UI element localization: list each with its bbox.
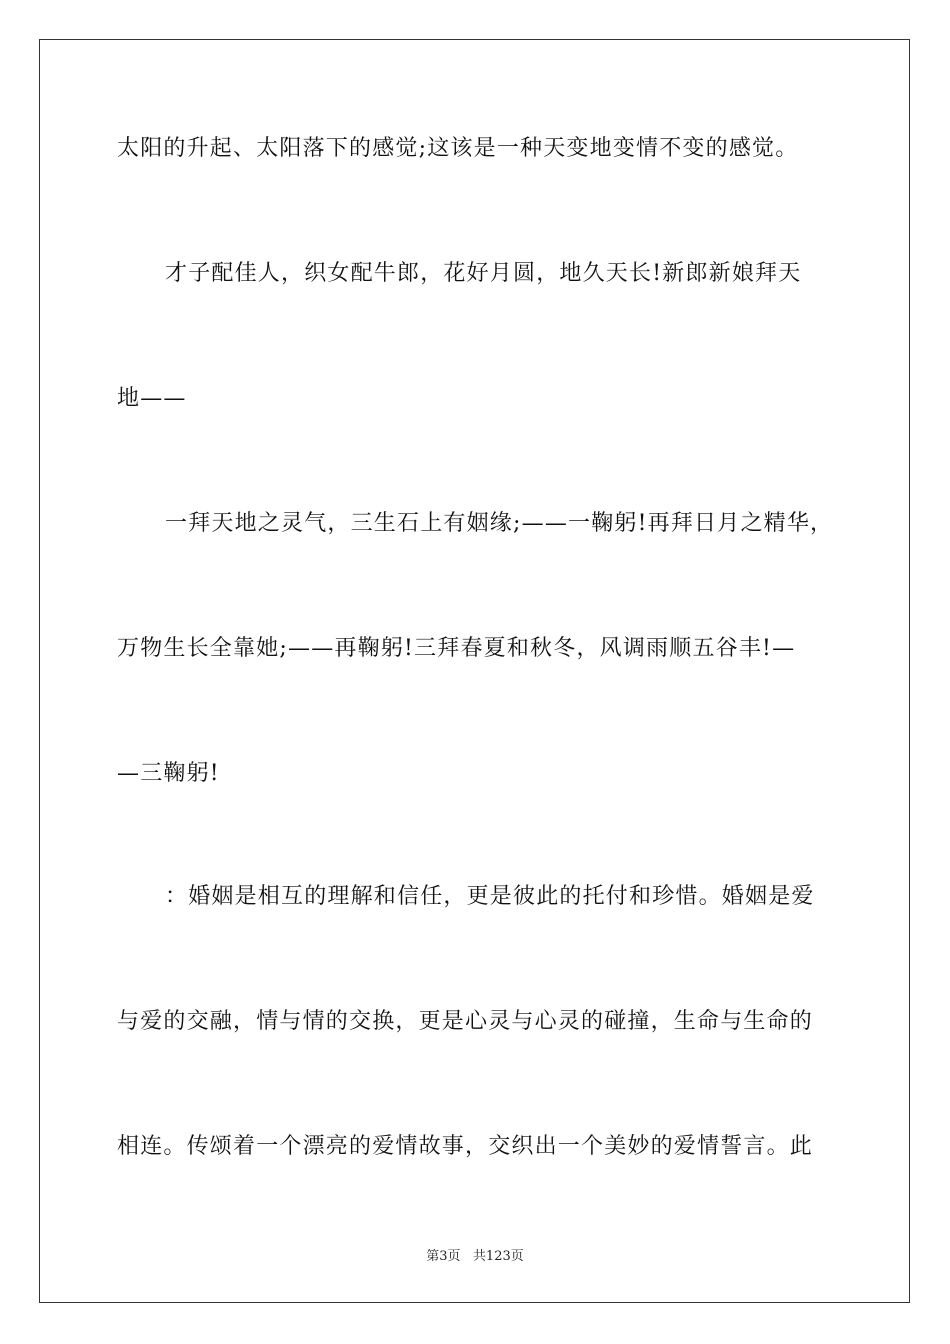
total-pages: 共123页 — [472, 1249, 524, 1264]
text-line-7: ：婚姻是相互的理解和信任，更是彼此的托付和珍惜。婚姻是爱 — [165, 884, 815, 909]
text-line-6: —三鞠躬! — [117, 761, 220, 786]
page-footer — [0, 1248, 950, 1266]
text-line-1: 太阳的升起、太阳落下的感觉;这该是一种天变地变情不变的感觉。 — [117, 136, 799, 161]
text-line-5: 万物生长全靠她;——再鞠躬!三拜春夏和秋冬，风调雨顺五谷丰!— — [117, 636, 796, 661]
page-number: 第3页 — [426, 1249, 461, 1264]
text-line-8: 与爱的交融，情与情的交换，更是心灵与心灵的碰撞，生命与生命的 — [117, 1009, 814, 1034]
text-line-4: 一拜天地之灵气，三生石上有姻缘;——一鞠躬!再拜日月之精华， — [165, 511, 834, 536]
text-line-2: 才子配佳人，织女配牛郎，花好月圆，地久天长!新郎新娘拜天 — [165, 261, 802, 286]
text-line-3: 地—— — [117, 386, 187, 411]
text-line-9: 相连。传颂着一个漂亮的爱情故事，交织出一个美妙的爱情誓言。此 — [117, 1134, 814, 1159]
page-border — [39, 39, 910, 1303]
